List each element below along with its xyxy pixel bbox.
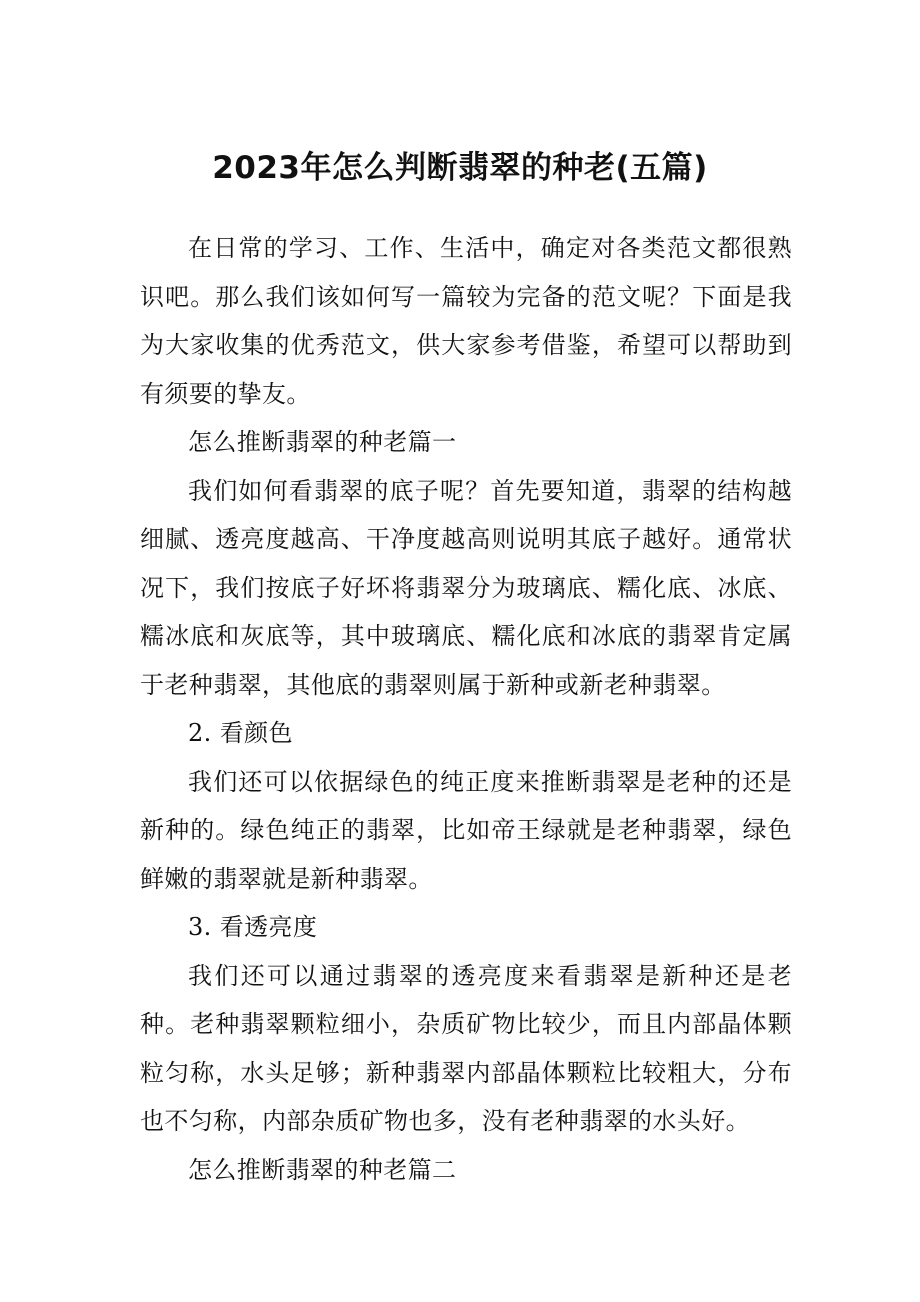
intro-paragraph: 在日常的学习、工作、生活中，确定对各类范文都很熟识吧。那么我们该如何写一篇较为完备的范文呢？下面是我为大家收集的优秀范文，供大家参考借鉴，希望可以帮助到有须要的挚友。	[140, 234, 792, 408]
item-2-paragraph: 我们还可以依据绿色的纯正度来推断翡翠是老种的还是新种的。绿色纯正的翡翠，比如帝王绿就是老种翡翠，绿色鲜嫩的翡翠就是新种翡翠。	[140, 767, 792, 893]
item-2-heading: 2. 看颜色	[188, 719, 293, 747]
section-2-title: 怎么推断翡翠的种老篇二	[188, 1155, 457, 1184]
item-3-paragraph: 我们还可以通过翡翠的透亮度来看翡翠是新种还是老种。老种翡翠颗粒细小，杂质矿物比较少，而且内部晶体颗粒匀称，水头足够；新种翡翠内部晶体颗粒比较粗大，分布也不匀称，内部杂质矿物也多，没有老种翡翠的水头好。	[140, 961, 792, 1135]
section-1-paragraph: 我们如何看翡翠的底子呢？首先要知道，翡翠的结构越细腻、透亮度越高、干净度越高则说明其底子越好。通常状况下，我们按底子好坏将翡翠分为玻璃底、糯化底、冰底、糯冰底和灰底等，其中玻璃底、糯化底和冰底的翡翠肯定属于老种翡翠，其他底的翡翠则属于新种或新老种翡翠。	[140, 476, 792, 699]
section-1-title: 怎么推断翡翠的种老篇一	[188, 428, 457, 456]
document-body	[140, 224, 792, 1194]
document-title: 2023年怎么判断翡翠的种老(五篇)	[212, 150, 708, 186]
item-3-heading: 3. 看透亮度	[188, 913, 318, 941]
